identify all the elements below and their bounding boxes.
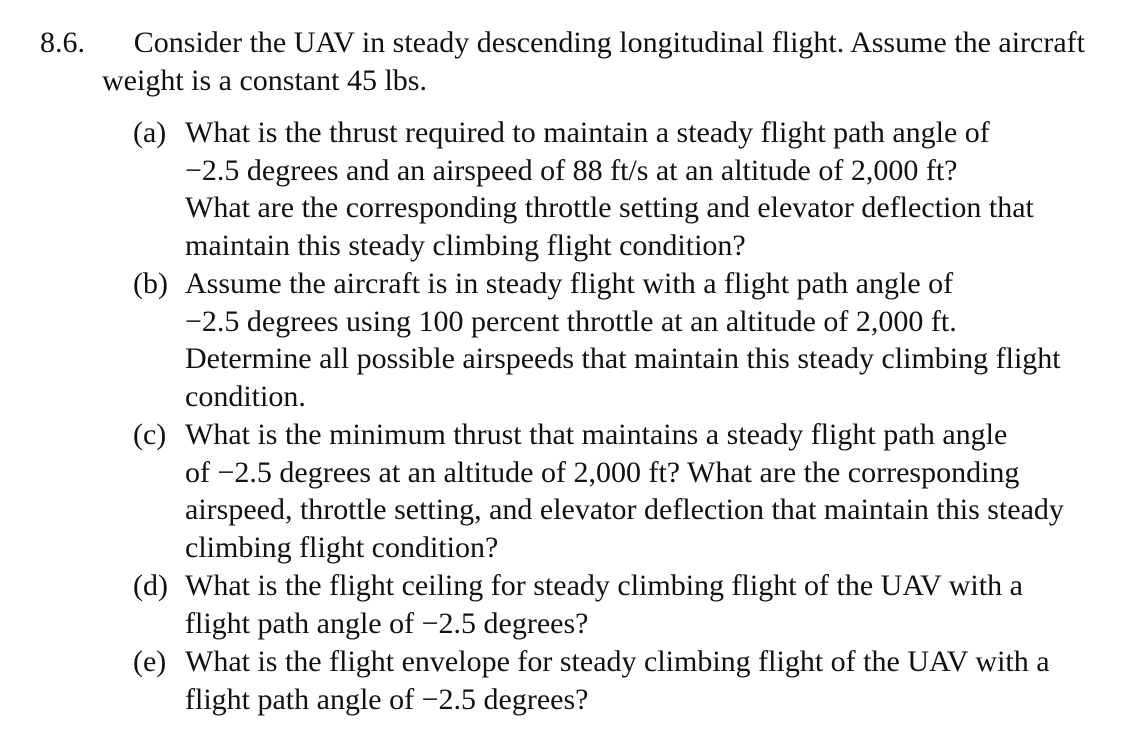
intro-line-2: weight is a constant 45 lbs.: [102, 64, 427, 97]
part-line: What are the corresponding throttle setting and elevator deflection that: [185, 191, 1034, 225]
problem-number: 8.6.: [40, 26, 85, 59]
part-line: airspeed, throttle setting, and elevator deflection that maintain this steady: [185, 493, 1064, 527]
part-line: condition.: [185, 380, 306, 414]
intro-line-1: [40, 24, 1085, 62]
intro-text-1: Consider the UAV in steady descending longitudinal flight. Assume the aircraft: [133, 26, 1085, 59]
part-label: (a): [133, 116, 167, 149]
part-label: (c): [133, 418, 167, 451]
problem-intro: [40, 24, 1085, 100]
part-line: What is the flight ceiling for steady climbing flight of the UAV with a: [185, 569, 1023, 602]
part-line: −2.5 degrees and an airspeed of 88 ft/s at an altitude of 2,000 ft?: [185, 153, 958, 187]
part-a: [133, 114, 1085, 265]
part-line: What is the thrust required to maintain a steady flight path angle of: [185, 116, 990, 149]
part-line: climbing flight condition?: [185, 531, 499, 565]
part-line: Determine all possible airspeeds that maintain this steady climbing flight: [185, 342, 1061, 376]
part-line: flight path angle of −2.5 degrees?: [185, 606, 589, 640]
part-line: of −2.5 degrees at an altitude of 2,000 ft? What are the corresponding: [185, 455, 1020, 489]
part-line: flight path angle of −2.5 degrees?: [185, 682, 589, 716]
part-line: What is the flight envelope for steady climbing flight of the UAV with a: [185, 645, 1050, 678]
part-line: maintain this steady climbing flight condition?: [185, 229, 746, 263]
parts-list: [133, 114, 1085, 719]
part-line: Assume the aircraft is in steady flight with a flight path angle of: [185, 267, 954, 300]
part-d: [133, 567, 1085, 643]
part-label: (e): [133, 645, 167, 678]
part-label: (d): [133, 569, 168, 602]
part-b: [133, 265, 1085, 416]
part-c: [133, 416, 1085, 567]
part-e: [133, 643, 1085, 719]
part-line: −2.5 degrees using 100 percent throttle at an altitude of 2,000 ft.: [185, 304, 957, 338]
part-label: (b): [133, 267, 168, 300]
part-line: What is the minimum thrust that maintains a steady flight path angle: [185, 418, 1008, 451]
